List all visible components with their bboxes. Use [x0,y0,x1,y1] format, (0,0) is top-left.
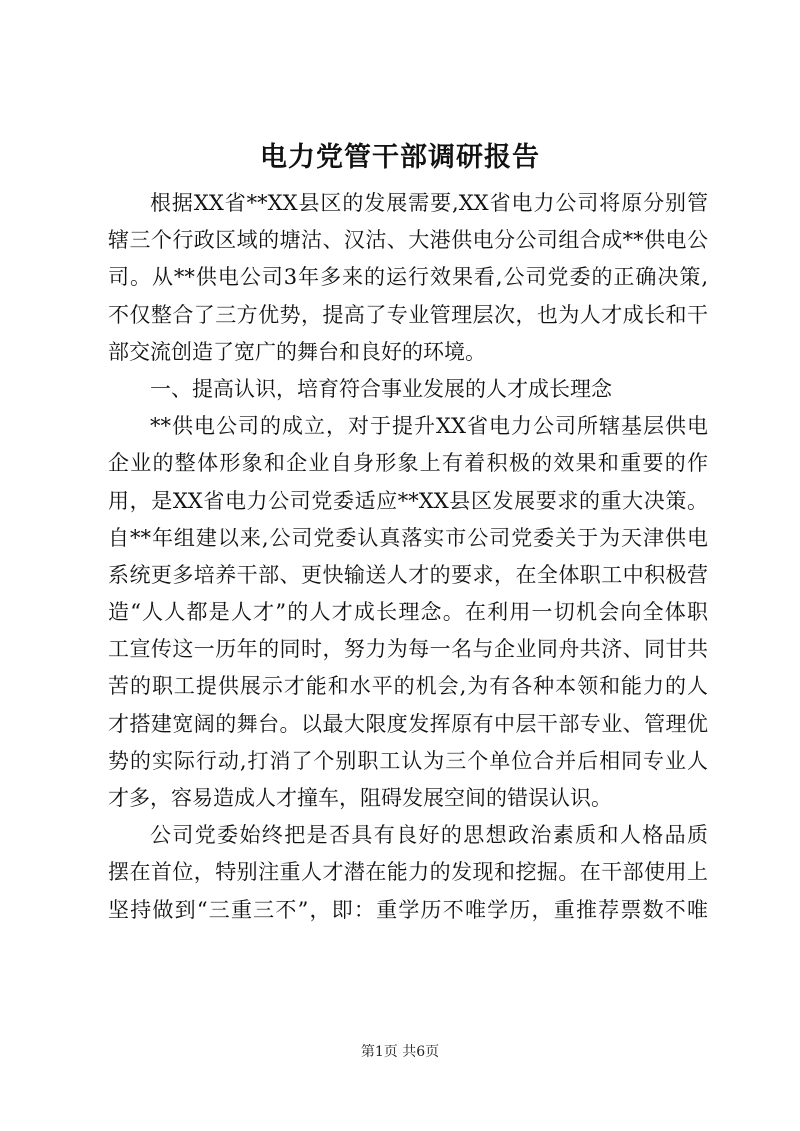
text-line: 造“人人都是人才”的人才成长理念。在利用一切机会向全体职 [108,600,708,625]
text-line: 公司党委始终把是否具有良好的思想政治素质和人格品质 [150,823,708,848]
text-line: 辖三个行政区域的塘沽、汉沽、大港供电分公司组合成**供电公 [108,228,708,253]
section-heading: 一、提高认识，培育符合事业发展的人才成长理念 [150,376,612,401]
text-line: **供电公司的成立，对于提升XX省电力公司所辖基层供电 [150,414,708,439]
text-line: 势的实际行动,打消了个别职工认为三个单位合并后相同专业人 [108,748,708,773]
text-line: 用，是XX省电力公司党委适应**XX县区发展要求的重大决策。 [108,488,708,513]
text-line: 根据XX省**XX县区的发展需要,XX省电力公司将原分别管 [150,191,708,215]
text-line: 自**年组建以来,公司党委认真落实市公司党委关于为天津供电 [108,525,708,550]
text-line: 司。从**供电公司3年多来的运行效果看,公司党委的正确决策, [108,265,708,290]
document-title: 电力党管干部调研报告 [260,142,540,173]
text-line: 苦的职工提供展示才能和水平的机会,为有各种本领和能力的人 [108,674,708,699]
text-line: 坚持做到“三重三不”，即：重学历不唯学历，重推荐票数不唯 [108,897,708,922]
text-line: 不仅整合了三方优势，提高了专业管理层次，也为人才成长和干 [108,302,708,327]
text-line: 摆在首位，特别注重人才潜在能力的发现和挖掘。在干部使用上 [108,860,708,885]
text-line: 才搭建宽阔的舞台。以最大限度发挥原有中层干部专业、管理优 [108,711,708,736]
text-line: 工宣传这一历年的同时，努力为每一名与企业同舟共济、同甘共 [108,637,708,662]
text-line: 企业的整体形象和企业自身形象上有着积极的效果和重要的作 [108,451,708,476]
page-footer: 第1页 共6页 [360,1044,440,1060]
text-line: 才多，容易造成人才撞车，阻碍发展空间的错误认识。 [108,786,612,810]
document-body [108,185,708,929]
text-line: 系统更多培养干部、更快输送人才的要求，在全体职工中积极营 [108,562,708,587]
text-line: 部交流创造了宽广的舞台和良好的环境。 [108,339,486,364]
